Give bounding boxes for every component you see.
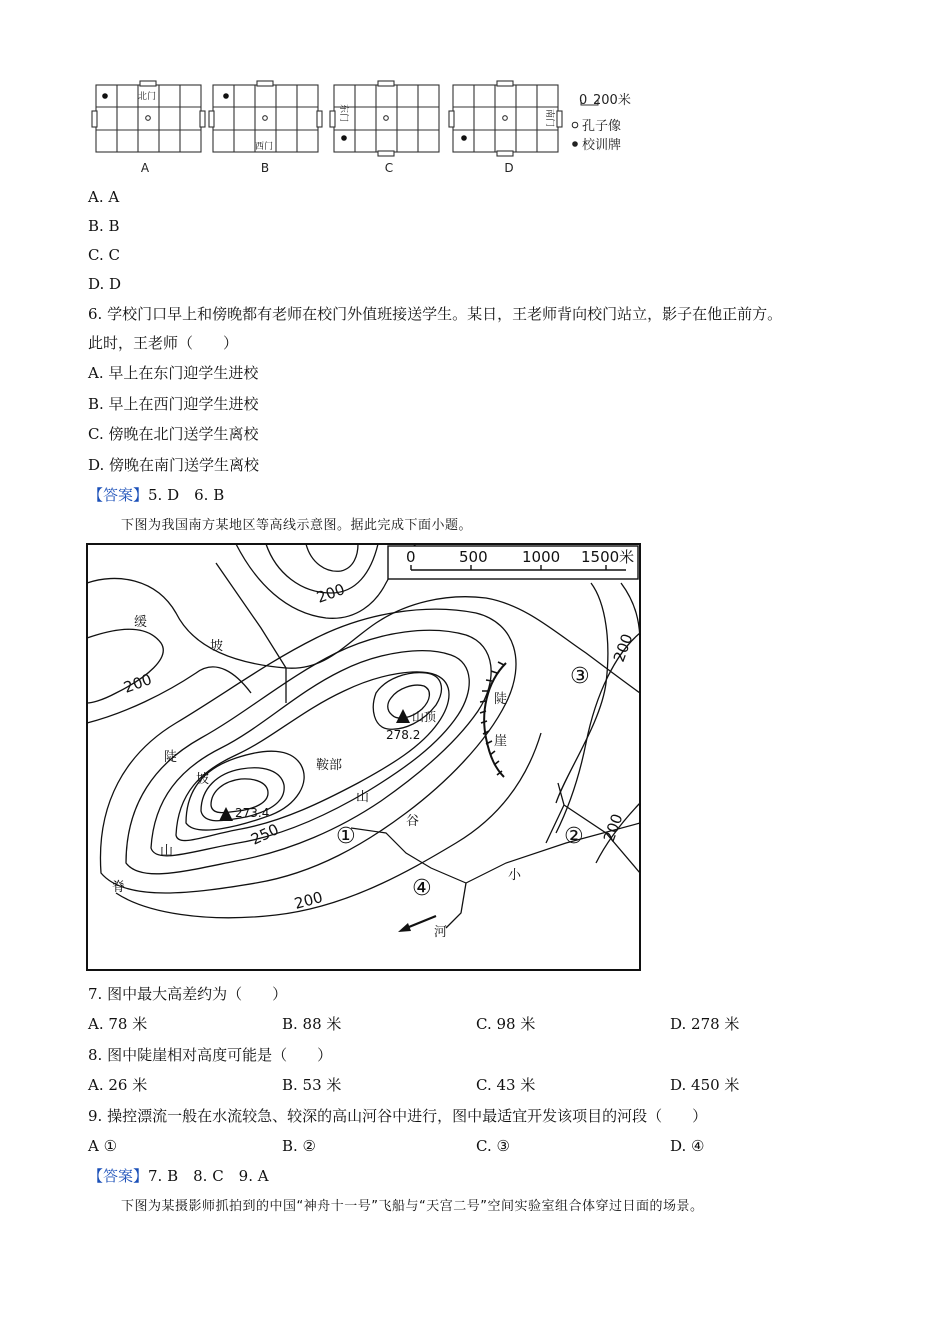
q5-option-c: C. C [88, 246, 120, 264]
contour-map [86, 543, 642, 972]
q6-stem-line2: 此时，王老师（ ） [88, 334, 239, 352]
marker-3: ③ [570, 664, 590, 689]
answer-tag: 【答案】 [88, 486, 149, 504]
contour-label-200: 200 [314, 580, 348, 607]
q6-option-d: D. 傍晚在南门送学生离校 [88, 456, 260, 474]
term-river-2: 河 [434, 925, 448, 940]
answer-tag: 【答案】 [88, 1167, 149, 1185]
marker-4: ④ [412, 876, 432, 901]
q6-option-a: A. 早上在东门迎学生进校 [88, 364, 259, 382]
summit-label: 山顶 [412, 710, 437, 724]
term-ridge-1: 山 [160, 844, 174, 859]
panel-d-gate-label: 南门 [544, 109, 554, 128]
statue-legend-icon [572, 122, 578, 128]
summit-height: 278.2 [386, 728, 421, 742]
q6-option-b: B. 早上在西门迎学生进校 [88, 395, 259, 413]
q9-option-d: D. ④ [670, 1137, 705, 1155]
contour-label-200: 200 [599, 811, 627, 845]
marker-1: ① [336, 824, 356, 849]
answer-text: 5. D 6. B [148, 486, 225, 504]
legend-statue: 孔子像 [582, 119, 622, 134]
answer-text: 7. B 8. C 9. A [148, 1167, 269, 1185]
q9-option-b: B. ② [282, 1137, 317, 1155]
marker-2: ② [564, 824, 584, 849]
q7-option-b: B. 88 米 [282, 1015, 342, 1033]
scale-1000: 1000 [522, 548, 561, 566]
campus-gate-figure [88, 78, 648, 180]
scale-text: 200米 [593, 93, 631, 108]
q5-option-b: B. B [88, 217, 120, 235]
panel-d-letter: D [504, 161, 514, 175]
scale-zero: 0 [579, 93, 588, 108]
motto-legend-icon [572, 141, 578, 147]
panel-a-letter: A [140, 161, 150, 175]
scale-0: 0 [406, 548, 416, 566]
contour-label-200: 200 [609, 631, 637, 665]
q8-stem: 8. 图中陡崖相对高度可能是（ ） [88, 1046, 333, 1064]
contour-label-200: 200 [292, 888, 325, 913]
scale-1500: 1500米 [581, 548, 635, 566]
term-steep-1: 陡 [164, 750, 178, 765]
q8-option-c: C. 43 米 [476, 1076, 536, 1094]
intro-contour-map: 下图为我国南方某地区等高线示意图。据此完成下面小题。 [121, 518, 473, 533]
panel-a-gate-label: 北门 [138, 92, 157, 102]
q5-option-d: D. D [88, 275, 122, 293]
q6-stem-line1: 6. 学校门口早上和傍晚都有老师在校门外值班接送学生。某日，王老师背向校门站立，影子在他正前方。 [88, 305, 783, 323]
term-river-1: 小 [508, 868, 522, 883]
q9-option-a: A ① [88, 1137, 118, 1155]
map-scale-bar [388, 546, 638, 579]
term-ridge-2: 脊 [112, 880, 126, 895]
panel-b-gate-label: 西门 [255, 142, 274, 152]
term-valley-1: 山 [356, 790, 370, 805]
q5-option-a: A. A [88, 188, 120, 206]
q7-option-a: A. 78 米 [88, 1015, 148, 1033]
term-cliff-2: 崖 [494, 734, 508, 749]
term-gentle-2: 坡 [210, 639, 224, 654]
panel-b-letter: B [260, 161, 270, 175]
term-gentle-1: 缓 [134, 615, 148, 630]
q9-option-c: C. ③ [476, 1137, 510, 1155]
q8-option-d: D. 450 米 [670, 1076, 740, 1094]
q7-option-d: D. 278 米 [670, 1015, 740, 1033]
q7-stem: 7. 图中最大高差约为（ ） [88, 985, 288, 1003]
answer-block-2 [88, 1166, 269, 1186]
contour-label-200: 200 [121, 670, 155, 697]
q9-stem: 9. 操控漂流一般在水流较急、较深的高山河谷中进行，图中最适宜开发该项目的河段（ ） [88, 1107, 708, 1125]
q8-option-a: A. 26 米 [88, 1076, 148, 1094]
term-saddle: 鞍部 [316, 758, 343, 773]
peak-marker [219, 806, 269, 821]
contour-label-250: 250 [248, 820, 282, 849]
intro-spacecraft: 下图为某摄影师抓拍到的中国“神舟十一号”飞船与“天宫二号”空间实验室组合体穿过日面的场景。 [121, 1199, 704, 1214]
term-cliff-1: 陡 [494, 692, 508, 707]
q8-option-b: B. 53 米 [282, 1076, 342, 1094]
panel-c-letter: C [384, 161, 394, 175]
peak-height: 273.4 [235, 806, 270, 820]
legend-motto: 校训牌 [582, 138, 622, 153]
term-steep-2: 坡 [196, 772, 210, 787]
term-valley-2: 谷 [406, 814, 420, 829]
scale-500: 500 [459, 548, 488, 566]
panel-c-gate-label: 东门 [338, 104, 348, 123]
answer-block-1 [88, 485, 224, 505]
q7-option-c: C. 98 米 [476, 1015, 536, 1033]
q6-option-c: C. 傍晚在北门送学生离校 [88, 425, 259, 443]
